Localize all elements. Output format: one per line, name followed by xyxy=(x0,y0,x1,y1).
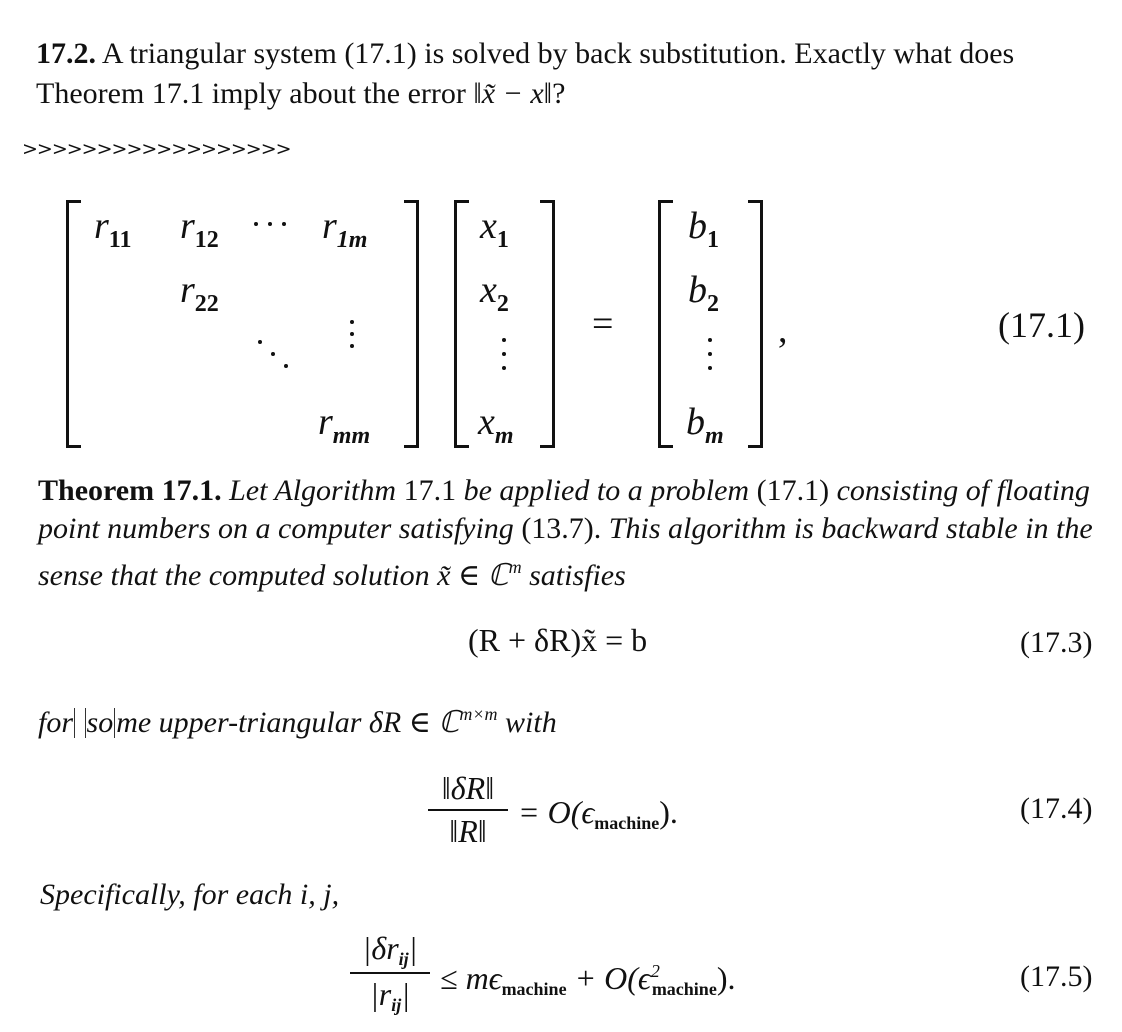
vector-b-right-bracket xyxy=(748,200,763,448)
matrix-r-left-bracket xyxy=(66,200,81,448)
theorem-heading: Theorem 17.1. xyxy=(38,474,222,507)
for-some-line: for so me upper-triangular δR ∈ ℂ$^{m\times m}$ with xyxy=(38,704,557,739)
separator-chevrons: >>>>>>>>>>>>>>>>>> xyxy=(22,138,291,160)
specifically-line: Specifically, for each i, j, xyxy=(40,878,340,911)
entry-r12: $r_{12}$ xyxy=(180,205,219,253)
vector-b-left-bracket xyxy=(658,200,673,448)
entry-b1: $b_1$ xyxy=(688,205,719,253)
entry-r1m: $r_{1m}$ xyxy=(322,205,368,253)
fraction-17-5-denominator: |rij| xyxy=(369,976,411,1015)
equation-label-17-1: (17.1) xyxy=(998,305,1085,345)
fraction-17-4-numerator: ‖δR‖ xyxy=(441,770,495,806)
entry-r11: $r_{11}$ xyxy=(94,205,132,253)
fraction-17-5-numerator: |δrij| xyxy=(362,930,418,969)
entry-x1: $x_1$ xyxy=(480,205,509,253)
entry-r22: $r_{22}$ xyxy=(180,269,219,317)
problem-text: A triangular system (17.1) is solved by back substitution. Exactly what does Theorem 17.1 imply about the error xyxy=(36,37,1015,110)
fraction-17-4-denominator: ‖R‖ xyxy=(449,813,487,849)
text-cursor-mark-2 xyxy=(85,708,86,738)
theorem-17-1: Theorem 17.1. Let Algorithm 17.1 be applied to a problem (17.1) consisting of floating point numbers on a computer satisfying (13.7). This algorithm is backward stable in the sense that the computed solution x̃ ∈ ℂ$^m$ satisfies xyxy=(38,474,1093,592)
fraction-17-4 xyxy=(428,770,508,850)
equation-17-3: (R + δR)x̃ = b xyxy=(468,622,648,658)
equals-sign: = xyxy=(592,303,614,345)
fraction-17-5-bar xyxy=(350,972,430,974)
problem-number: 17.2. xyxy=(36,37,96,70)
solution-in-cm: x̃ ∈ ℂ$^m$ xyxy=(437,557,522,592)
equation-17-5-rhs: ≤ mϵmachine + $O(\epsilon^2machine)$. xyxy=(440,960,736,999)
equation-label-17-3: (17.3) xyxy=(1020,626,1093,659)
entry-bm: $b_m$ xyxy=(686,401,724,449)
entry-x2: $x_2$ xyxy=(480,269,509,317)
problem-statement xyxy=(36,34,1096,114)
equation-17-4-rhs: = O(ϵmachine). xyxy=(518,794,678,833)
fraction-17-4-bar xyxy=(428,809,508,811)
entry-rmm: $r_{mm}$ xyxy=(318,401,371,449)
vector-x-left-bracket xyxy=(454,200,469,448)
problem-question-mark: ? xyxy=(552,77,566,110)
error-expression: ‖x̃ − x‖ xyxy=(473,77,553,110)
equation-comma: , xyxy=(778,309,788,351)
equation-label-17-4: (17.4) xyxy=(1020,792,1093,825)
vector-x-right-bracket xyxy=(540,200,555,448)
equation-label-17-5: (17.5) xyxy=(1020,960,1093,993)
matrix-r-right-bracket xyxy=(404,200,419,448)
entry-xm: $x_m$ xyxy=(478,401,514,449)
text-cursor-mark xyxy=(74,708,75,738)
entry-b2: $b_2$ xyxy=(688,269,719,317)
fraction-17-5 xyxy=(350,930,430,1016)
